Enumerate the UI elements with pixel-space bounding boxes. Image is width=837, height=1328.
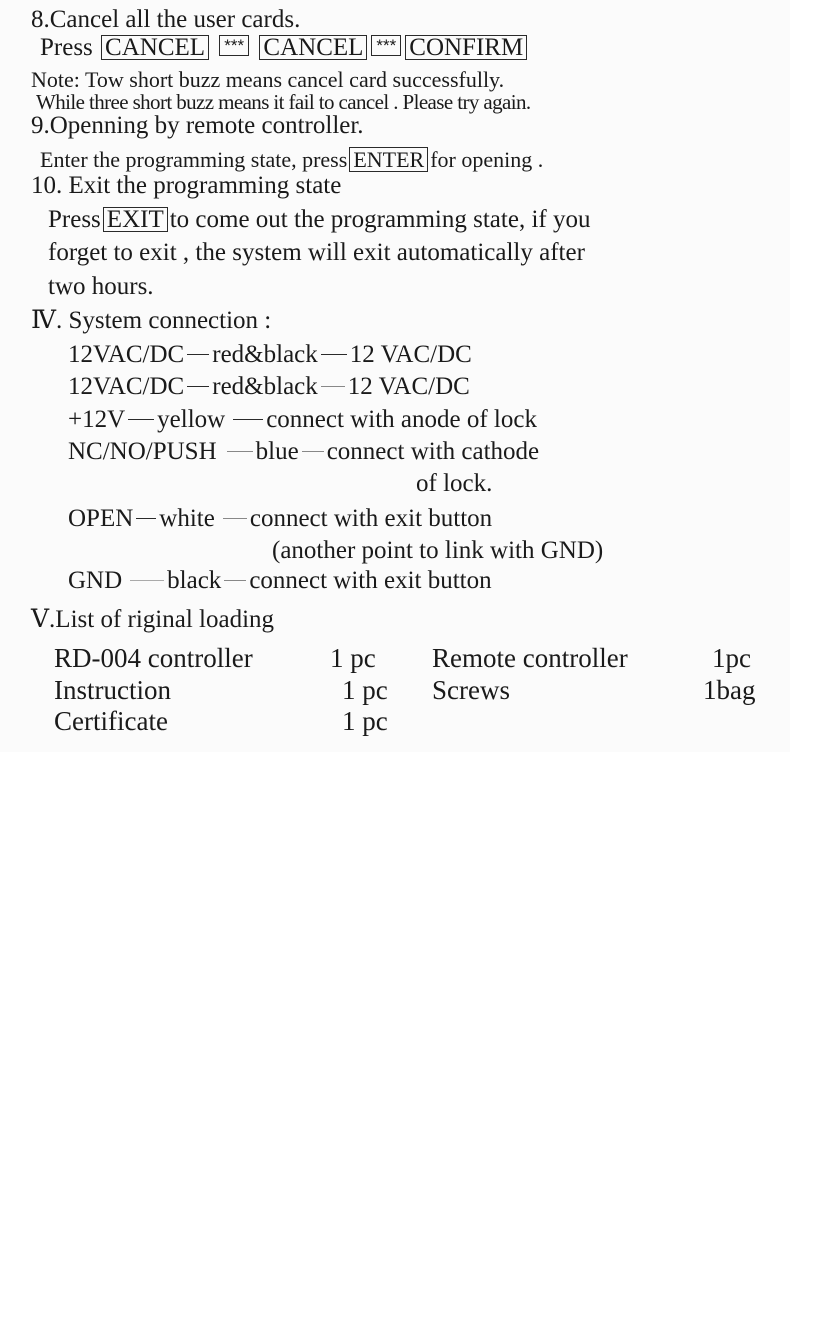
section-9-text-after: for opening . [430,147,544,172]
key-cancel-1: CANCEL [101,35,209,60]
connector-line [128,419,154,420]
connector-line [223,518,247,519]
wire-color: black [167,567,222,594]
connector-line [321,354,347,355]
connection-row [68,567,492,595]
terminal-label: +12V [68,406,126,433]
terminal-label: 12VAC/DC [68,373,185,400]
terminal-label: 12VAC/DC [68,341,185,368]
connection-row [68,341,472,369]
connector-line [302,451,324,452]
key-confirm: CONFIRM [405,35,527,60]
connection-target: connect with anode of lock [266,406,537,433]
list-item-name: Instruction [54,675,171,705]
key-enter: ENTER [349,147,428,172]
connection-target: 12 VAC/DC [347,373,470,400]
list-item-qty: 1 pc [330,643,376,673]
connection-row [68,505,492,533]
section-10-line-2: forget to exit , the system will exit automatically after [48,239,585,266]
connector-line [130,580,164,581]
list-item-qty: 1bag [703,675,756,705]
list-item-name: Remote controller [432,643,628,673]
section-8-note-2: While three short buzz means it fail to cancel . Please try again. [36,90,531,114]
section-8-key-sequence [40,34,529,62]
connection-row [68,406,537,434]
section-9-text-before: Enter the programming state, press [40,147,348,172]
cathode-continuation: of lock. [416,470,493,497]
connector-line [321,386,345,387]
connection-target: connect with exit button [249,505,493,532]
connection-target: 12 VAC/DC [349,341,472,368]
section-10-line-3: two hours. [48,273,154,300]
connector-line [227,451,253,452]
list-item-qty: 1pc [712,643,751,673]
section-10-line-1-text: to come out the programming state, if you [169,206,591,233]
connector-line [233,419,263,420]
section-8-note-1: Note: Tow short buzz means cancel card successfully. [31,67,505,92]
list-item-name: Screws [432,675,510,705]
section-9-text [40,146,543,174]
key-asterisks-2: *** [371,35,401,56]
section-10-title: 10. Exit the programming state [31,172,342,199]
list-item-name: Certificate [54,706,168,736]
connector-line [187,354,209,355]
connection-row [68,373,470,401]
key-cancel-2: CANCEL [259,35,367,60]
connection-row [68,438,539,466]
wire-color: red&black [212,341,318,368]
open-continuation: (another point to link with GND) [272,537,604,564]
list-item-qty: 1 pc [342,706,388,736]
connector-line [224,580,246,581]
wire-color: yellow [157,406,226,433]
section-8-title: 8.Cancel all the user cards. [31,6,301,33]
wire-color: blue [255,438,299,465]
connection-target: connect with exit button [249,567,492,594]
terminal-label: OPEN [68,505,134,532]
connector-line [187,386,209,387]
section-5-title: Ⅴ.List of riginal loading [31,606,275,633]
key-asterisks-1: *** [219,35,249,56]
connector-line [136,518,156,519]
press-label: Press [40,34,93,61]
key-exit: EXIT [103,207,168,232]
list-item-qty: 1 pc [342,675,388,705]
wire-color: white [159,505,215,532]
list-item-name: RD-004 controller [54,643,253,673]
terminal-label: GND [68,567,123,594]
section-9-title: 9.Openning by remote controller. [31,112,364,139]
section-10-line-1 [48,206,590,234]
connection-target: connect with cathode [326,438,540,465]
press-label: Press [48,206,101,233]
wire-color: red&black [212,373,318,400]
section-4-title: Ⅳ. System connection : [31,307,272,334]
terminal-label: NC/NO/PUSH [68,438,217,465]
